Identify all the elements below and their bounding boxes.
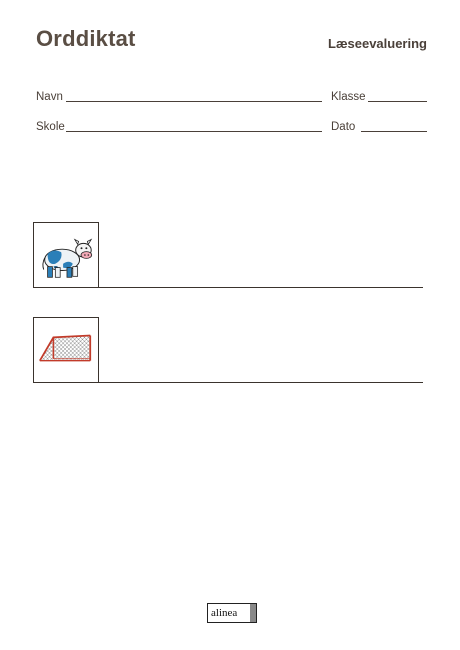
cow-icon [34, 223, 98, 287]
skole-label: Skole [36, 121, 65, 133]
exercise-1-picture-frame [33, 222, 99, 288]
skole-line[interactable] [66, 131, 322, 132]
dato-line[interactable] [361, 131, 427, 132]
publisher-logo [207, 603, 257, 623]
page-subtitle: Læseevaluering [328, 36, 427, 51]
exercise-1-answer-line[interactable] [99, 287, 423, 288]
exercise-2-picture-frame [33, 317, 99, 383]
klasse-line[interactable] [368, 101, 427, 102]
page-title: Orddiktat [36, 26, 136, 51]
publisher-logo-text: alinea [211, 607, 238, 619]
navn-label: Navn [36, 91, 63, 103]
logo-stripe [250, 604, 256, 622]
dato-label: Dato [331, 121, 356, 133]
exercise-2-answer-line[interactable] [99, 382, 423, 383]
klasse-label: Klasse [331, 91, 366, 103]
navn-line[interactable] [66, 101, 322, 102]
soccer-goal-icon [34, 318, 98, 382]
